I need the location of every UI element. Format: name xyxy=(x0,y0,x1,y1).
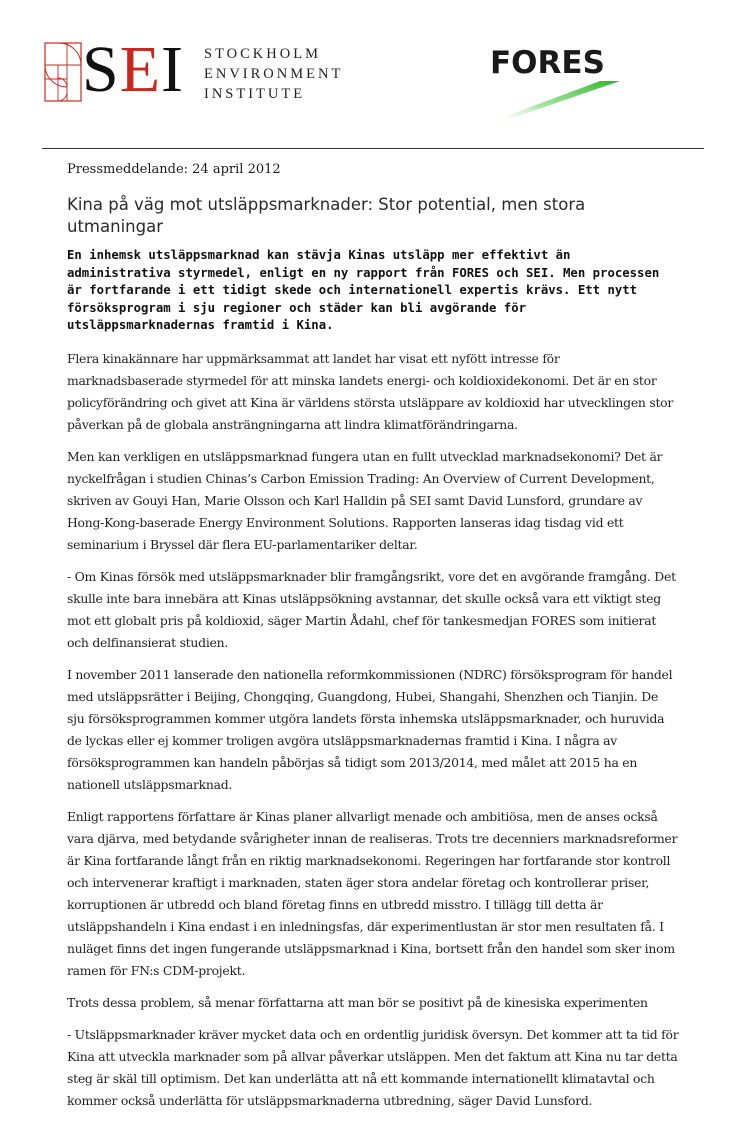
body-paragraph: - Om Kinas försök med utsläppsmarknader blir framgångsrikt, vore det en avgörande framgång. Det skulle inte bara innebära att Kinas utsläppsökning avstannar, det skulle också vara ett viktigt steg mot ett globalt pris på koldioxid, säger Martin Ådahl, chef för tankesmedjan FORES som initierat och delfinansierat studien. xyxy=(67,568,676,650)
press-release-body xyxy=(67,160,679,1122)
header-divider xyxy=(42,148,704,149)
sei-emblem-icon xyxy=(44,42,82,102)
page-header xyxy=(0,0,746,150)
body-paragraph: Trots dessa problem, så menar författarna att man bör se positivt på de kinesiska experimenten xyxy=(67,994,648,1010)
body-paragraph: I november 2011 lanserade den nationella reformkommissionen (NDRC) försöksprogram för handel med utsläppsrätter i Beijing, Chongqing, Guangdong, Hubei, Shangahi, Shenzhen och Tianjin. De sju försöksprogrammen kommer utgöra landets första inhemska utsläppsmarknader, och huruvida de lyckas eller ej kommer troligen avgöra utsläppsmarknadernas framtid i Kina. I några av försöksprogrammen kan handeln påbörjas så tidigt som 2013/2014, med målet att 2015 ha en nationell utsläppsmarknad. xyxy=(67,666,673,792)
fores-logo xyxy=(488,45,628,125)
headline: Kina på väg mot utsläppsmarknader: Stor potential, men stora utmaningar xyxy=(67,195,586,236)
sei-name-line: STOCKHOLM xyxy=(204,46,321,62)
sei-letters xyxy=(82,34,184,106)
fores-wordmark: FORES xyxy=(490,45,605,81)
sei-logo xyxy=(44,33,364,106)
body-paragraph: Men kan verkligen en utsläppsmarknad fungera utan en fullt utvecklad marknadsekonomi? Det är nyckelfrågan i studien Chinas’s Carbon Emission Trading: An Overview of Current Development, skriven av Gouyi Han, Marie Olsson och Karl Halldin på SEI samt David Lunsford, grundare av Hong-Kong-baserade Energy Environment Solutions. Rapporten lanseras idag tisdag vid ett seminarium i Bryssel där flera EU-parlamentariker deltar. xyxy=(67,448,663,552)
sei-letters-text: SEI xyxy=(82,33,185,106)
sei-institute-name xyxy=(204,44,343,104)
body-paragraph: Flera kinakännare har uppmärksammat att landet har visat ett nyfött intresse för marknadsbaserade styrmedel för att minska landets energi- och koldioxidekonomi. Det är en stor policyförändring och givet att Kina är världens största utsläppare av koldioxid har utvecklingen stor påverkan på de globala ansträngningarna att lindra klimatförändringarna. xyxy=(67,350,674,432)
lead-paragraph: En inhemsk utsläppsmarknad kan stävja Kinas utsläpp mer effektivt än administrativa styrmedel, enligt en ny rapport från FORES och SEI. Men processen är fortfarande i ett tidigt skede och internationell expertis krävs. Ett nytt försöksprogram i sju regioner och städer kan bli avgörande för utsläppsmarknadernas framtid i Kina. xyxy=(67,248,660,333)
body-paragraph: Enligt rapportens författare är Kinas planer allvarligt menade och ambitiösa, men de anses också vara djärva, med betydande svårigheter innan de realiseras. Trots tre decenniers marknadsreformer är Kina fortfarande långt från en riktig marknadsekonomi. Regeringen har fortfarande stor kontroll och intervenerar kraftigt i marknaden, staten äger stora andelar företag och kontrollerar priser, korruptionen är utbredd och bland företag finns en utbredd misstro. I tillägg till detta är utsläppshandeln i Kina endast i en inledningsfas, där experimentlustan är stor men resultaten få. I nuläget finns det ingen fungerande utsläppsmarknad i Kina, bortsett från den handel som sker inom ramen för FN:s CDM-projekt. xyxy=(67,808,678,978)
dateline: Pressmeddelande: 24 april 2012 xyxy=(67,162,281,177)
sei-name-line: INSTITUTE xyxy=(204,86,306,102)
sei-name-line: ENVIRONMENT xyxy=(204,66,344,82)
body-paragraph: - Utsläppsmarknader kräver mycket data och en ordentlig juridisk översyn. Det kommer att ta tid för Kina att utveckla marknader som på allvar påverkar utsläppen. Men det faktum att Kina nu tar detta steg är skäl till optimism. Det kan underlätta att nå ett kommande internationellt klimatavtal och kommer också underlätta för utsläppsmarknaderna utbredning, säger David Lunsford. xyxy=(67,1026,679,1108)
